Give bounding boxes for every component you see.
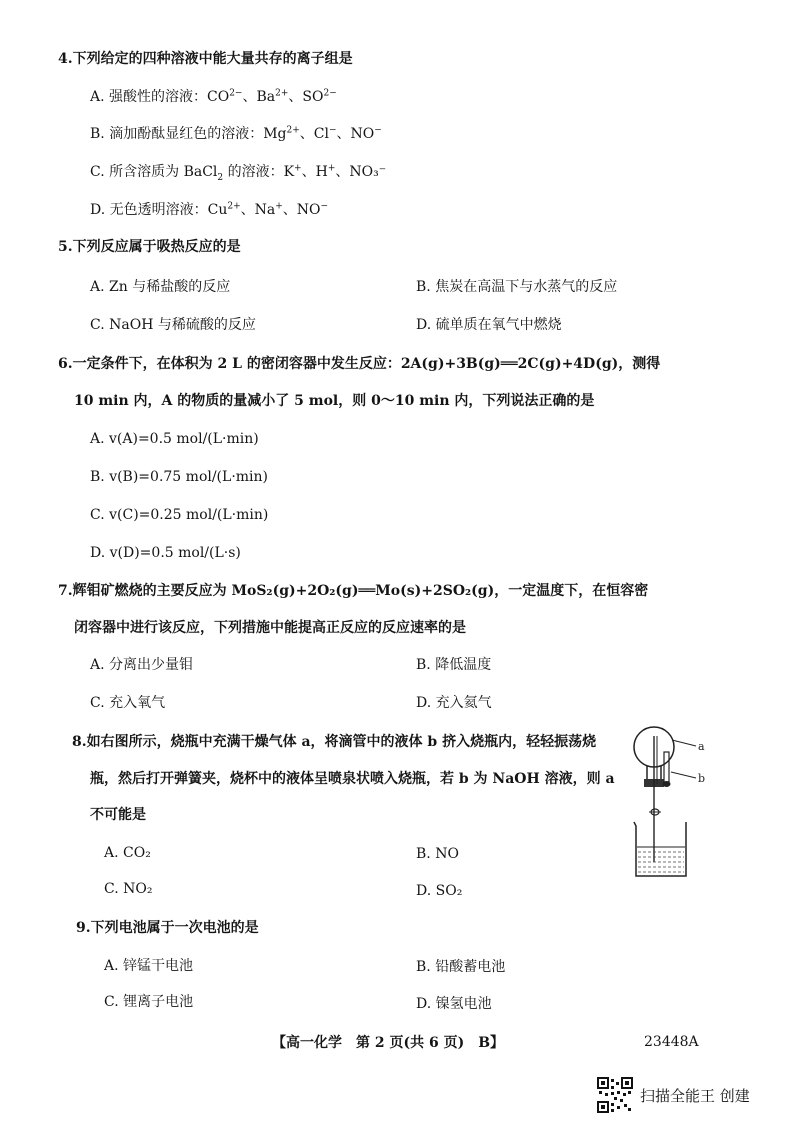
dropper-icon — [664, 752, 669, 782]
q4-option-d: D. 无色透明溶液：$Cu^{2+}$、Na+、NO− — [90, 201, 329, 218]
q7-stem: 7.辉钼矿燃烧的主要反应为 MoS₂(g)+2O₂(g)══Mo(s)+2SO₂(g)，一定温度下，在恒容密 — [58, 583, 649, 599]
q5-option-c: C. NaOH 与稀硫酸的反应 — [90, 317, 256, 333]
q9-option-d: D. 镍氢电池 — [416, 996, 492, 1012]
q5-option-b: B. 焦炭在高温下与水蒸气的反应 — [416, 279, 618, 295]
q4-option-b: B. 滴加酚酞显红色的溶液：$Mg^{2+}$、Cl−、NO− — [90, 125, 382, 142]
q4-stem: 4.下列给定的四种溶液中能大量共存的离子组是 — [58, 51, 353, 67]
q8-stem-line2: 瓶，然后打开弹簧夹，烧杯中的液体呈喷泉状喷入烧瓶，若 b 为 NaOH 溶液，则 a — [90, 771, 615, 787]
scanner-watermark: 扫描全能王 创建 — [640, 1087, 750, 1105]
q6-option-a: A. v(A)=0.5 mol/(L·min) — [90, 431, 259, 447]
q5-option-d: D. 硫单质在氧气中燃烧 — [416, 317, 562, 333]
q6-option-d: D. v(D)=0.5 mol/(L·s) — [90, 545, 241, 561]
label-b: b — [698, 772, 706, 785]
fountain-apparatus-figure — [628, 722, 718, 882]
q5-option-a: A. Zn 与稀盐酸的反应 — [90, 279, 231, 295]
q7-stem-line2: 闭容器中进行该反应，下列措施中能提高正反应的反应速率的是 — [74, 620, 466, 636]
q4-option-c: C. 所含溶质为 BaCl$_2$ 的溶液：K+、H+、NO₃⁻ — [90, 163, 387, 183]
q9-option-a: A. 锌锰干电池 — [104, 958, 194, 974]
q8-option-a: A. CO₂ — [104, 845, 151, 861]
paper-code: 23448A — [644, 1034, 699, 1050]
q8-option-c: C. NO₂ — [104, 881, 153, 897]
q6-option-c: C. v(C)=0.25 mol/(L·min) — [90, 507, 269, 523]
page-footer: 【高一化学 第 2 页(共 6 页) B】 — [272, 1035, 505, 1051]
q9-stem: 9.下列电池属于一次电池的是 — [76, 920, 259, 936]
q7-option-d: D. 充入氦气 — [416, 695, 492, 711]
q8-stem: 8.如右图所示，烧瓶中充满干燥气体 a，将滴管中的液体 b 挤入烧瓶内，轻轻振荡烧 — [72, 734, 597, 750]
beaker-icon — [634, 822, 686, 876]
q6-option-b: B. v(B)=0.75 mol/(L·min) — [90, 469, 269, 485]
q7-option-a: A. 分离出少量钼 — [90, 657, 194, 673]
q7-option-c: C. 充入氧气 — [90, 695, 166, 711]
q8-option-b: B. NO — [416, 846, 459, 862]
q6-stem: 6.一定条件下，在体积为 2 L 的密闭容器中发生反应：2A(g)+3B(g)══2C(g)+4D(g)，测得 — [58, 356, 661, 372]
qr-code-icon — [597, 1077, 633, 1113]
q9-option-c: C. 锂离子电池 — [104, 994, 194, 1010]
q7-option-b: B. 降低温度 — [416, 657, 492, 673]
q6-stem-line2: 10 min 内，A 的物质的量减小了 5 mol，则 0～10 min 内，下列说法正确的是 — [74, 393, 595, 409]
q5-stem: 5.下列反应属于吸热反应的是 — [58, 239, 241, 255]
q8-option-d: D. SO₂ — [416, 883, 463, 899]
label-a: a — [698, 740, 705, 753]
q9-option-b: B. 铅酸蓄电池 — [416, 959, 506, 975]
q8-stem-line3: 不可能是 — [90, 807, 146, 823]
q4-option-a: A. 强酸性的溶液：$CO^{2-}$、$Ba^{2+}$、$SO^{2-}$ — [90, 88, 337, 105]
